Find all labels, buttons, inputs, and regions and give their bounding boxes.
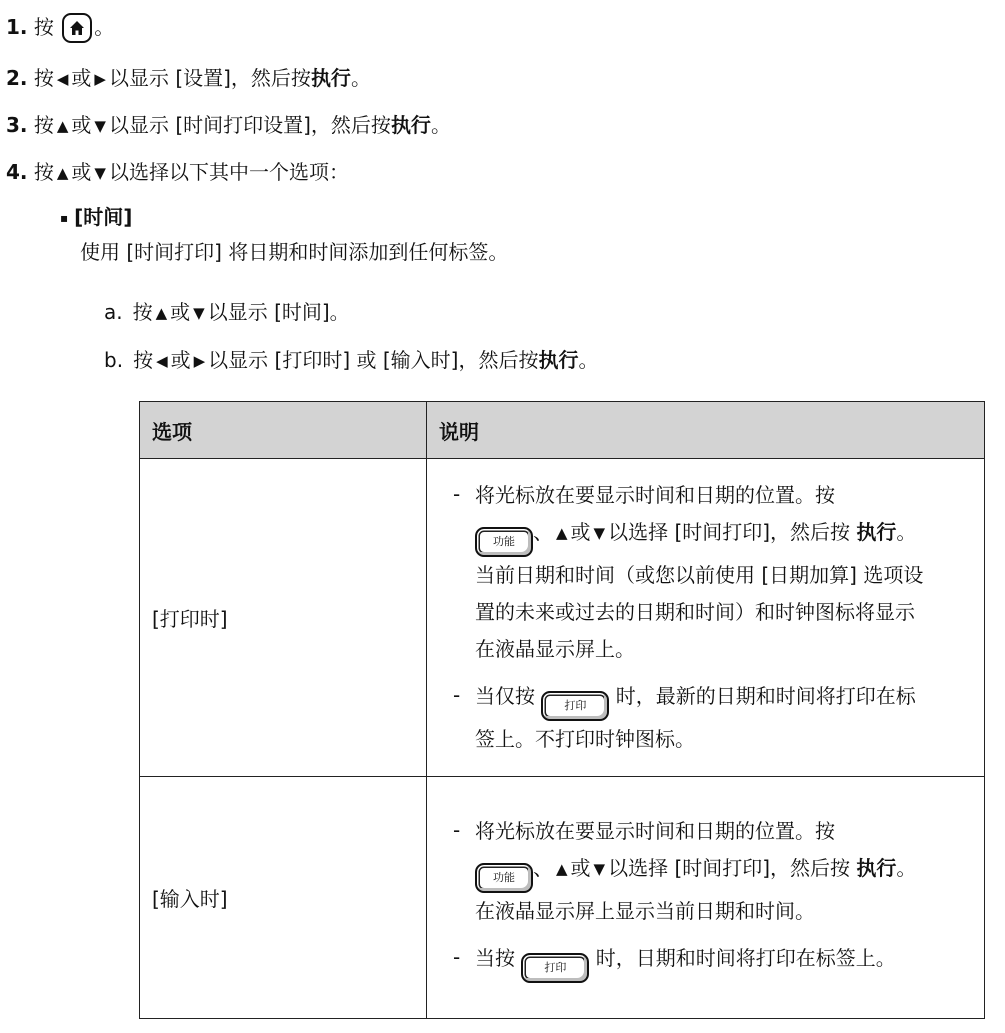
dash-marker: - bbox=[453, 944, 461, 969]
description-cell bbox=[427, 459, 985, 777]
bullet-icon: ▪ bbox=[60, 211, 69, 225]
or-text: 或 bbox=[71, 113, 92, 137]
execute-key-label: 执行 bbox=[310, 66, 351, 90]
step-number: 4. bbox=[6, 160, 28, 184]
up-arrow-icon: ▲ bbox=[556, 859, 568, 878]
step-text-end: 。 bbox=[430, 113, 451, 137]
description-bullet bbox=[453, 678, 972, 758]
step-text: 以选择以下其中一个选项： bbox=[108, 160, 349, 184]
text: 、 bbox=[533, 855, 553, 880]
text: 时，日期和时间将打印在标签上。 bbox=[595, 945, 896, 970]
execute-key-label: 执行 bbox=[538, 348, 579, 372]
option-time-description: 使用 [时间打印] 将日期和时间添加到任何标签。 bbox=[80, 240, 509, 264]
step-text: 以显示 [打印时] 或 [输入时]，然后按 bbox=[208, 348, 539, 372]
step-text: 以显示 [设置]，然后按 bbox=[108, 66, 311, 90]
dash-marker: - bbox=[453, 817, 461, 842]
down-arrow-icon: ▼ bbox=[94, 117, 106, 135]
step-text-end: 。 bbox=[578, 348, 599, 372]
text: 、 bbox=[533, 520, 553, 544]
text: 当按 bbox=[475, 945, 515, 970]
step-4 bbox=[6, 158, 349, 187]
text: 当仅按 bbox=[475, 684, 535, 708]
step-text: 按 bbox=[133, 348, 154, 372]
step-number: 2. bbox=[6, 66, 28, 90]
option-time-title bbox=[60, 203, 132, 232]
step-number: 1. bbox=[6, 15, 28, 39]
step-text: 以显示 [时间打印设置]，然后按 bbox=[108, 113, 391, 137]
step-text-end: 。 bbox=[94, 15, 115, 39]
down-arrow-icon: ▼ bbox=[593, 859, 606, 878]
up-arrow-icon: ▲ bbox=[56, 164, 69, 182]
up-arrow-icon: ▲ bbox=[56, 117, 69, 135]
bullet-text bbox=[475, 678, 925, 758]
bullet-text bbox=[475, 940, 925, 983]
header-description: 说明 bbox=[427, 402, 985, 459]
function-key-icon: 功能 bbox=[475, 527, 533, 557]
print-key-icon: 打印 bbox=[521, 953, 589, 983]
step-number: 3. bbox=[6, 113, 28, 137]
text: 。在液晶显示屏上显示当前日期和时间。 bbox=[475, 855, 917, 923]
step-text: 按 bbox=[33, 160, 54, 184]
or-text: 或 bbox=[71, 66, 92, 90]
step-text-end: 。 bbox=[350, 66, 371, 90]
down-arrow-icon: ▼ bbox=[94, 164, 106, 182]
substep-label: b. bbox=[104, 348, 124, 372]
execute-key-label: 执行 bbox=[390, 113, 431, 137]
substep-label: a. bbox=[104, 300, 123, 324]
description-bullet bbox=[453, 813, 972, 930]
right-arrow-icon: ▶ bbox=[193, 352, 206, 370]
description-bullet bbox=[453, 940, 972, 983]
text: 。当前日期和时间（或您以前使用 [日期加算] 选项设置的未来或过去的日期和时间）和时钟图标将显示在液晶显示屏上。 bbox=[475, 520, 924, 661]
bullet-text bbox=[475, 477, 925, 668]
up-arrow-icon: ▲ bbox=[556, 524, 568, 542]
step-1 bbox=[6, 13, 114, 43]
step-2 bbox=[6, 64, 371, 93]
table-header-row bbox=[140, 402, 985, 459]
home-key-icon bbox=[62, 13, 92, 43]
execute-key-label: 执行 bbox=[856, 855, 897, 880]
step-text: 按 bbox=[33, 113, 54, 137]
or-text: 或 bbox=[170, 300, 191, 324]
down-arrow-icon: ▼ bbox=[193, 304, 205, 322]
or-text: 或 bbox=[570, 520, 591, 544]
step-text: 按 bbox=[33, 66, 54, 90]
left-arrow-icon: ◀ bbox=[56, 70, 69, 88]
dash-marker: - bbox=[453, 683, 461, 707]
substep-b bbox=[104, 346, 598, 375]
or-text: 或 bbox=[71, 160, 92, 184]
down-arrow-icon: ▼ bbox=[593, 524, 606, 542]
text: 以选择 [时间打印]，然后按 bbox=[608, 520, 851, 544]
text: 时，最新的日期和时间将打印在标签上。不打印时钟图标。 bbox=[475, 684, 916, 751]
step-text: 按 bbox=[132, 300, 153, 324]
execute-key-label: 执行 bbox=[856, 520, 897, 544]
or-text: 或 bbox=[570, 855, 591, 880]
print-key-icon: 打印 bbox=[541, 691, 609, 721]
text: 将光标放在要显示时间和日期的位置。按 bbox=[475, 483, 835, 507]
text: 将光标放在要显示时间和日期的位置。按 bbox=[475, 818, 835, 843]
option-title: [时间] bbox=[74, 205, 133, 229]
right-arrow-icon: ▶ bbox=[94, 70, 106, 88]
description-cell bbox=[427, 777, 985, 1019]
left-arrow-icon: ◀ bbox=[156, 352, 168, 370]
options-table bbox=[139, 401, 985, 1019]
substep-a bbox=[104, 298, 350, 327]
step-text: 按 bbox=[33, 15, 54, 39]
or-text: 或 bbox=[170, 348, 191, 372]
table-row bbox=[140, 777, 985, 1019]
function-key-icon: 功能 bbox=[475, 863, 533, 893]
description-bullet bbox=[453, 477, 972, 668]
header-option: 选项 bbox=[140, 402, 427, 459]
table-row bbox=[140, 459, 985, 777]
dash-marker: - bbox=[453, 482, 461, 506]
bullet-text bbox=[475, 813, 925, 930]
option-cell: [打印时] bbox=[140, 459, 427, 777]
option-cell: [输入时] bbox=[140, 777, 427, 1019]
step-text: 以显示 [时间]。 bbox=[207, 300, 350, 324]
step-3 bbox=[6, 111, 451, 140]
up-arrow-icon: ▲ bbox=[155, 304, 168, 322]
text: 以选择 [时间打印]，然后按 bbox=[608, 855, 851, 880]
